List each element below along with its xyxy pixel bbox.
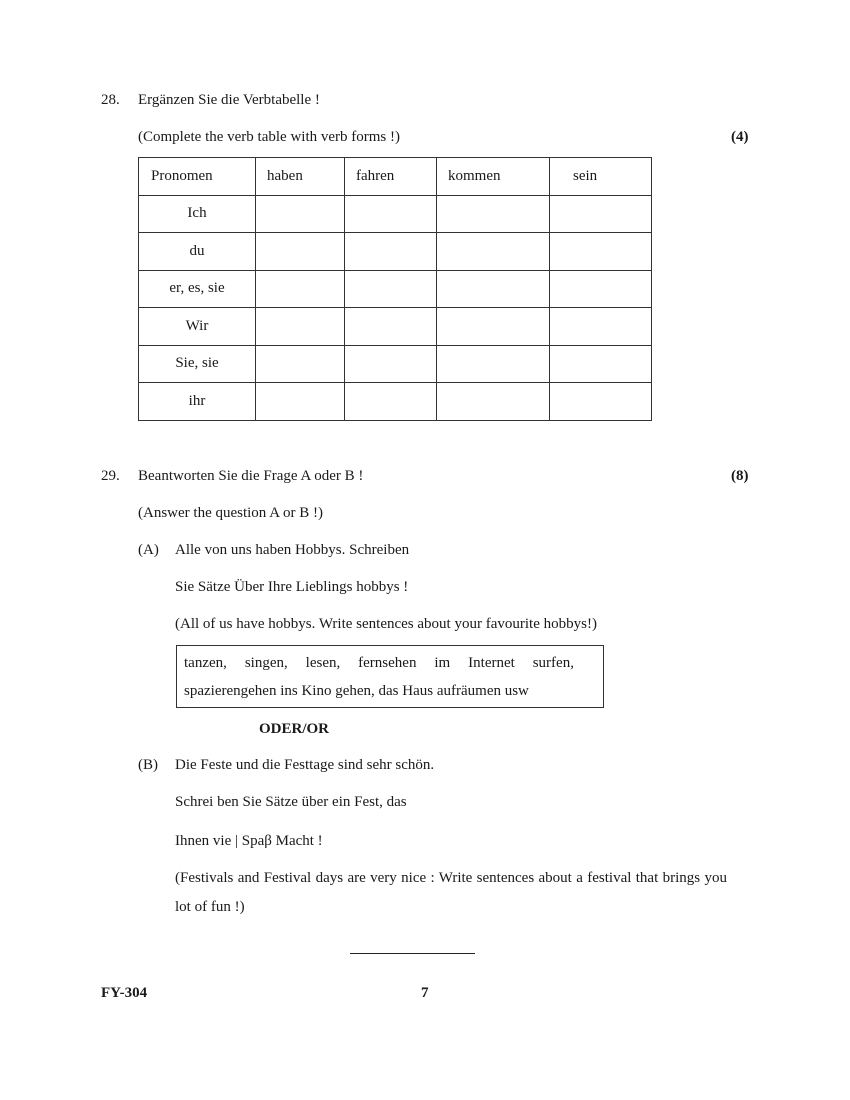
hint-word: singen,	[244, 655, 288, 671]
answer-cell[interactable]	[437, 308, 550, 346]
answer-cell[interactable]	[550, 308, 652, 346]
pronoun-cell: ihr	[139, 383, 256, 421]
answer-cell[interactable]	[550, 233, 652, 271]
option-b-label: (B)	[138, 757, 158, 773]
option-a-line2: Sie Sätze Über Ihre Lieblings hobbys !	[175, 579, 409, 595]
table-row	[139, 270, 652, 308]
option-b-line1: Die Feste und die Festtage sind sehr schön.	[175, 757, 435, 773]
q29-marks: (8)	[731, 468, 749, 484]
table-row	[139, 345, 652, 383]
pronoun-cell: Wir	[139, 308, 256, 346]
pronoun-cell: Ich	[139, 195, 256, 233]
answer-cell[interactable]	[550, 345, 652, 383]
header-pronomen: Pronomen	[139, 158, 256, 196]
answer-cell[interactable]	[437, 345, 550, 383]
table-row	[139, 195, 652, 233]
verb-table	[138, 157, 652, 421]
hint-line-2: spazierengehen ins Kino gehen, das Haus aufräumen usw	[184, 683, 529, 699]
or-label: ODER/OR	[259, 721, 330, 737]
option-b-line3: Ihnen vie | Spaβ Macht !	[175, 833, 323, 849]
answer-cell[interactable]	[256, 195, 345, 233]
answer-cell[interactable]	[550, 195, 652, 233]
hint-line-1	[184, 649, 574, 677]
answer-cell[interactable]	[256, 270, 345, 308]
page-number: 7	[421, 985, 429, 1001]
table-row	[139, 383, 652, 421]
q28-title: Ergänzen Sie die Verbtabelle !	[138, 92, 320, 108]
hint-word: Internet	[468, 655, 515, 671]
answer-cell[interactable]	[550, 270, 652, 308]
hint-word: surfen,	[532, 655, 574, 671]
hobby-hint-box	[176, 645, 604, 708]
answer-cell[interactable]	[437, 195, 550, 233]
header-haben: haben	[256, 158, 345, 196]
answer-cell[interactable]	[256, 233, 345, 271]
answer-cell[interactable]	[256, 345, 345, 383]
answer-cell[interactable]	[345, 195, 437, 233]
q29-number: 29.	[101, 468, 120, 484]
answer-cell[interactable]	[256, 308, 345, 346]
option-a-label: (A)	[138, 542, 159, 558]
hint-word: tanzen,	[184, 655, 227, 671]
option-a-translation: (All of us have hobbys. Write sentences about your favourite hobbys!)	[175, 616, 597, 632]
q29-title: Beantworten Sie die Frage A oder B !	[138, 468, 364, 484]
answer-cell[interactable]	[256, 383, 345, 421]
header-sein: sein	[550, 158, 652, 196]
pronoun-cell: du	[139, 233, 256, 271]
answer-cell[interactable]	[437, 270, 550, 308]
hint-word: im	[434, 655, 451, 671]
header-fahren: fahren	[345, 158, 437, 196]
paper-code: FY-304	[101, 985, 148, 1001]
q28-marks: (4)	[731, 129, 749, 145]
header-kommen: kommen	[437, 158, 550, 196]
answer-cell[interactable]	[437, 233, 550, 271]
q28-number: 28.	[101, 92, 120, 108]
table-row	[139, 308, 652, 346]
option-b-line2: Schrei ben Sie Sätze über ein Fest, das	[175, 794, 407, 810]
pronoun-cell: er, es, sie	[139, 270, 256, 308]
answer-cell[interactable]	[550, 383, 652, 421]
table-header-row	[139, 158, 652, 196]
q29-subtitle: (Answer the question A or B !)	[138, 505, 323, 521]
answer-cell[interactable]	[345, 270, 437, 308]
answer-cell[interactable]	[345, 233, 437, 271]
option-b-translation: (Festivals and Festival days are very nice : Write sentences about a festival that brings you lot of fun !)	[175, 870, 727, 915]
answer-cell[interactable]	[345, 383, 437, 421]
answer-cell[interactable]	[345, 345, 437, 383]
q28-subtitle: (Complete the verb table with verb forms !)	[138, 129, 401, 145]
hint-word: lesen,	[305, 655, 341, 671]
answer-cell[interactable]	[345, 308, 437, 346]
answer-cell[interactable]	[437, 383, 550, 421]
pronoun-cell: Sie, sie	[139, 345, 256, 383]
table-row	[139, 233, 652, 271]
end-divider	[350, 953, 475, 954]
hint-word: fernsehen	[358, 655, 417, 671]
option-a-line1: Alle von uns haben Hobbys. Schreiben	[175, 542, 410, 558]
